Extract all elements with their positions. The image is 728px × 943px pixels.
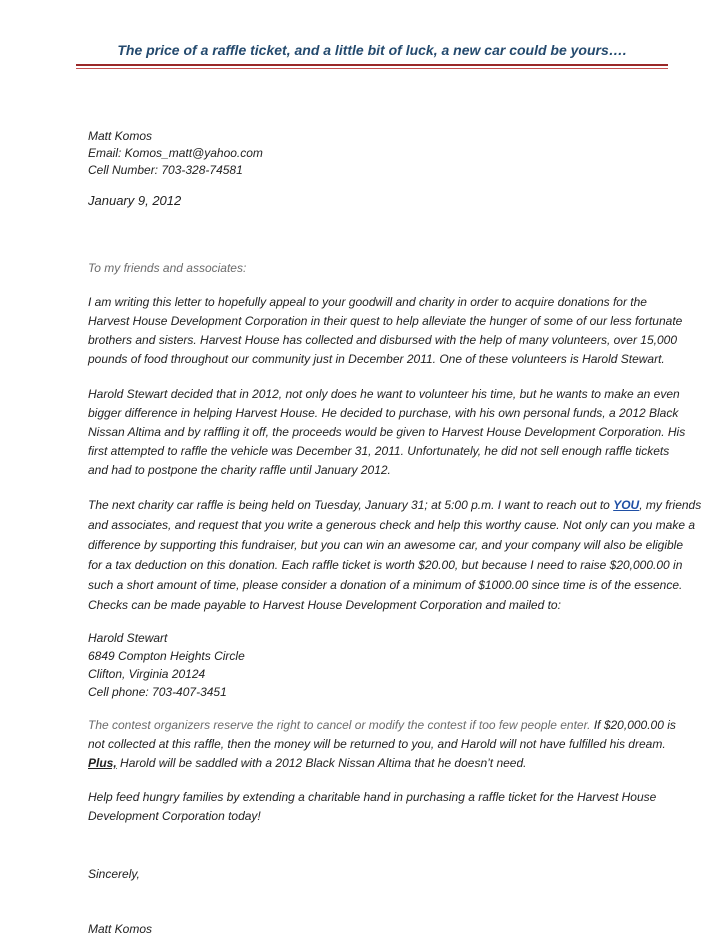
sender-name: Matt Komos	[88, 129, 153, 143]
para3-line: such a short amount of time, please consider a donation of a minimum of $1000.00 since time is of the essence.	[88, 578, 683, 592]
para4-line3-rest: Harold will be saddled with a 2012 Black Nissan Altima that he doesn’t need.	[116, 756, 527, 770]
signature-name: Matt Komos	[88, 922, 153, 936]
greeting: To my friends and associates:	[88, 261, 247, 275]
para3-line: difference by supporting this fundraiser, but you can win an awesome car, and your company will also be eligible	[88, 538, 684, 552]
para4-line	[88, 754, 526, 773]
para2-line: and had to postpone the charity raffle until January 2012.	[88, 463, 391, 477]
para5-line: Help feed hungry families by extending a charitable hand in purchasing a raffle ticket for the Harvest House	[88, 790, 657, 804]
closing: Sincerely,	[88, 867, 140, 881]
para4-plus-emphasis: Plus,	[88, 756, 117, 770]
para3-line1-end: , my friends	[639, 498, 702, 512]
para1-line: pounds of food throughout our community just in December 2011. One of these volunteers is Harold Stewart.	[88, 352, 665, 366]
para3-you-emphasis: YOU	[613, 498, 640, 512]
para3-line: for a tax deduction on this donation. Each raffle ticket is worth $20.00, but because I need to raise $20,000.00 in	[88, 558, 683, 572]
recipient-phone: Cell phone: 703-407-3451	[88, 685, 227, 699]
para3-line: and associates, and request that you write a generous check and help this worthy cause. Not only can you make a	[88, 518, 696, 532]
para2-line: first attempted to raffle the vehicle was December 31, 2011. Unfortunately, he did not sell enough raffle tickets	[88, 444, 670, 458]
para5-line: Development Corporation today!	[88, 809, 261, 823]
para4-line: not collected at this raffle, then the money will be returned to you, and Harold will not have fulfilled his dream.	[88, 737, 666, 751]
para4-line1-end: If $20,000.00 is	[590, 718, 676, 732]
para2-line: Nissan Altima and by raffling it off, the proceeds would be given to Harvest House Development Corporation. His	[88, 425, 686, 439]
para1-line: brothers and sisters. Harvest House has collected and disbursed with the help of many volunteers, over 15,000	[88, 333, 677, 347]
para2-line: Harold Stewart decided that in 2012, not only does he want to volunteer his time, but he wants to make an even	[88, 387, 680, 401]
letter-header-tagline: The price of a raffle ticket, and a little bit of luck, a new car could be yours….	[117, 42, 627, 58]
para1-line: I am writing this letter to hopefully appeal to your goodwill and charity in order to acquire donations for the	[88, 295, 647, 309]
letter-date: January 9, 2012	[88, 193, 182, 208]
para3-line: Checks can be made payable to Harvest House Development Corporation and mailed to:	[88, 598, 561, 612]
para3-line1-start: The next charity car raffle is being held on Tuesday, January 31; at 5:00 p.m. I want to reach out to	[88, 498, 614, 512]
para2-line: bigger difference in helping Harvest House. He decided to purchase, with his own personal funds, a 2012 Black	[88, 406, 679, 420]
para4-line1-start: The contest organizers reserve the right to cancel or modify the contest if too few people enter.	[88, 718, 591, 732]
header-rule-thick	[76, 64, 668, 66]
sender-email: Email: Komos_matt@yahoo.com	[88, 146, 263, 160]
para3-line	[88, 496, 701, 515]
sender-cell: Cell Number: 703-328-74581	[88, 163, 243, 177]
recipient-street: 6849 Compton Heights Circle	[88, 649, 245, 663]
para1-line: Harvest House Development Corporation in their quest to help alleviate the hunger of some of our less fortunate	[88, 314, 683, 328]
recipient-name: Harold Stewart	[88, 631, 168, 645]
recipient-city: Clifton, Virginia 20124	[88, 667, 206, 681]
header-rule-thin	[76, 68, 668, 69]
para4-line	[88, 716, 676, 735]
